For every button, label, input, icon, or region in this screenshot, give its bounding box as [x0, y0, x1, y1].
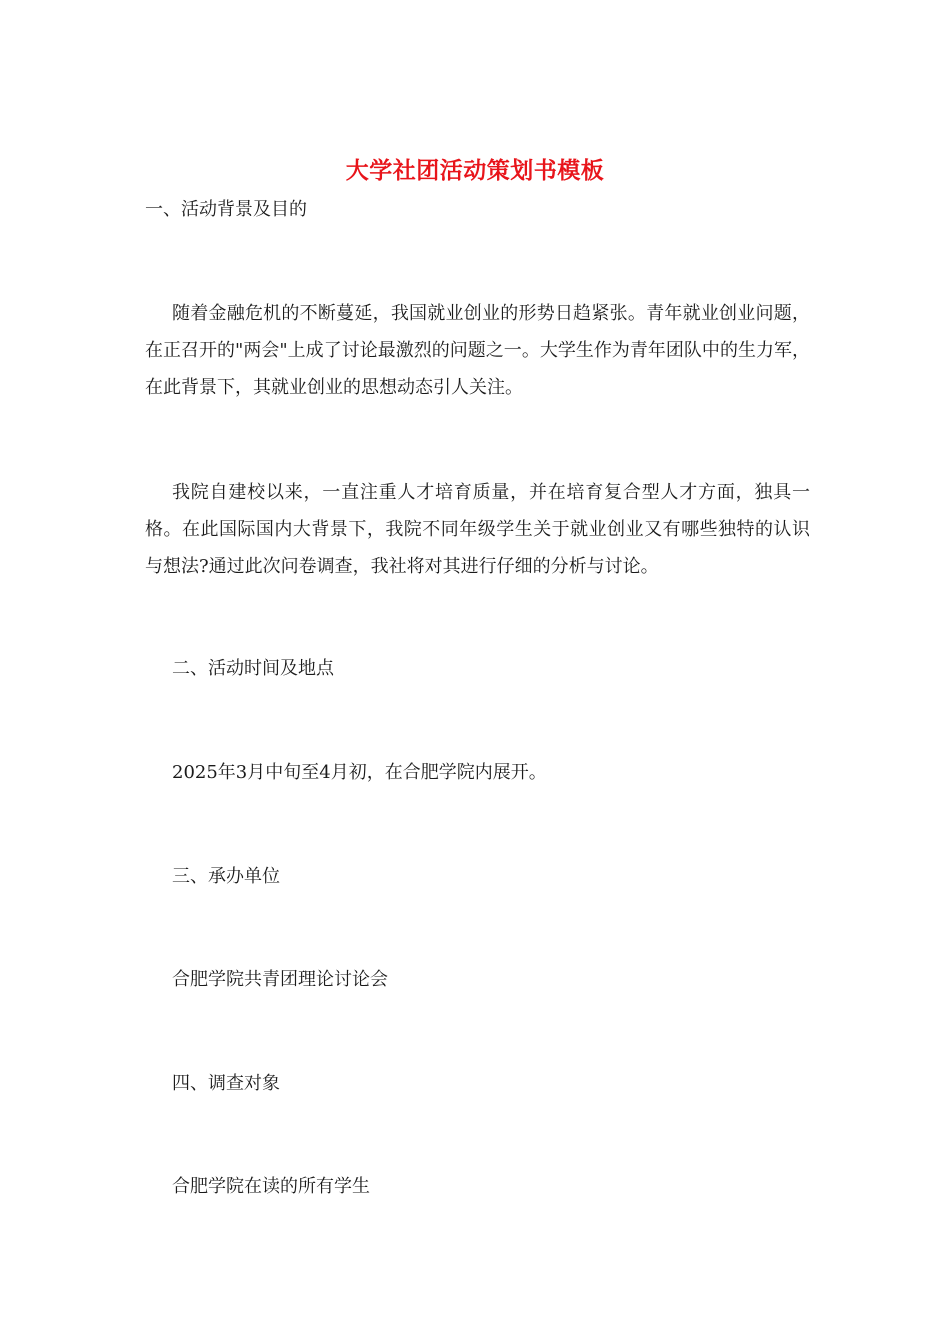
- section-heading-organizer: 三、承办单位: [172, 866, 280, 887]
- section-heading-survey-target: 四、调查对象: [172, 1073, 280, 1094]
- section-content-time-place: 2025年3月中旬至4月初，在合肥学院内展开。: [172, 762, 547, 783]
- section-content-organizer: 合肥学院共青团理论讨论会: [172, 969, 388, 990]
- document-title: 大学社团活动策划书模板: [345, 157, 605, 184]
- paragraph-background: 随着金融危机的不断蔓延，我国就业创业的形势日趋紧张。青年就业创业问题，在正召开的"两会"上成了讨论最激烈的问题之一。大学生作为青年团队中的生力军，在此背景下，其就业创业的思想动态引人关注。: [145, 303, 810, 398]
- section-heading-background: 一、活动背景及目的: [145, 199, 307, 220]
- section-content-survey-target: 合肥学院在读的所有学生: [172, 1176, 370, 1197]
- section-heading-time-place: 二、活动时间及地点: [172, 658, 334, 679]
- paragraph-school: 我院自建校以来，一直注重人才培育质量，并在培育复合型人才方面，独具一格。在此国际国内大背景下，我院不同年级学生关于就业创业又有哪些独特的认识与想法?通过此次问卷调查，我社将对其进行仔细的分析与讨论。: [145, 482, 810, 577]
